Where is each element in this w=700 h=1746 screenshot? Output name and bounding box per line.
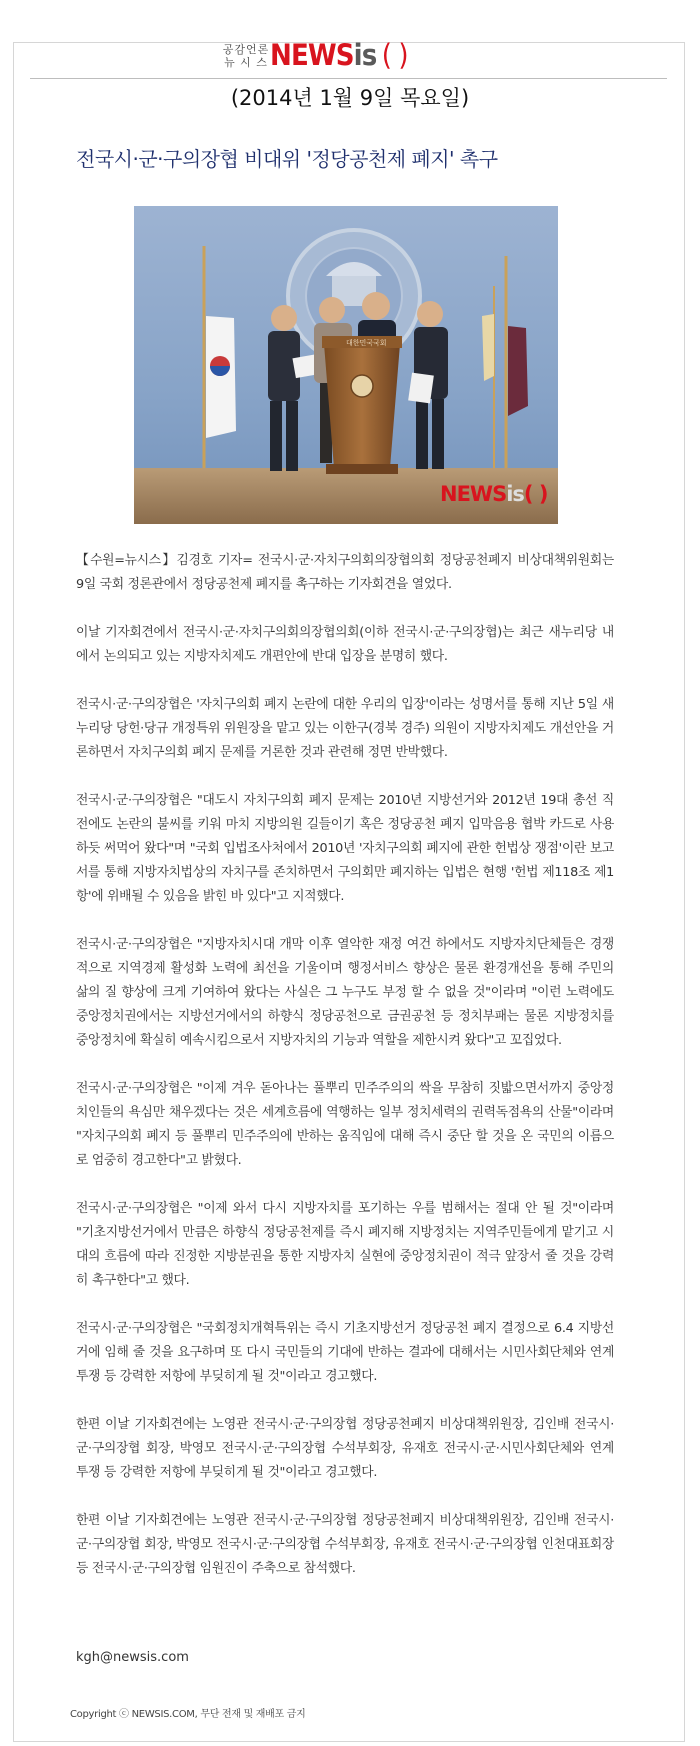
paragraph: 【수원=뉴시스】김경호 기자= 전국시·군·자치구의회의장협의회 정당공천폐지 비상대책위원회는 9일 국회 정론관에서 정당공천제 폐지를 촉구하는 기자회견을 열었다. bbox=[76, 553, 614, 592]
photo-watermark bbox=[440, 482, 547, 506]
paragraph: 전국시·군·구의장협은 "대도시 자치구의회 폐지 문제는 2010년 지방선거와 2012년 19대 총선 직전에도 논란의 불씨를 키워 마치 지방의원 길들이기 혹은 정당공천 폐지 입막음용 협박 카드로 사용하듯 써먹어 왔다"며 "국회 입법조사처에서 2010년 '자치구의회 폐지에 관한 헌법상 쟁점'이란 보고서를 통해 지방자치법상의 자치구를 존치하면서 구의회만 폐지하는 입법은 현행 '헌법 제118조 제1항'에 위배될 수 있음을 밝힌 바 있다"고 지적했다. bbox=[76, 793, 614, 904]
paragraph: 이날 기자회견에서 전국시·군·자치구의회의장협의회(이하 전국시·군·구의장협)는 최근 새누리당 내에서 논의되고 있는 지방자치제도 개편안에 반대 입장을 분명히 했다. bbox=[76, 625, 614, 664]
logo-paren: ( ) bbox=[381, 38, 408, 72]
watermark-news: NEWS bbox=[440, 482, 507, 506]
newsis-logo[interactable] bbox=[220, 40, 450, 76]
paragraph: 전국시·군·구의장협은 "국회정치개혁특위는 즉시 기초지방선거 정당공천 폐지 결정으로 6.4 지방선거에 임해 줄 것을 요구하며 또 다시 국민들의 기대에 반하는 결과에 대해서는 시민사회단체와 연계 투쟁 등 강력한 저항에 부딪히게 될 것"이라고 경고했다. bbox=[76, 1321, 614, 1384]
watermark-paren: ( ) bbox=[523, 482, 548, 506]
paragraph: 전국시·군·구의장협은 "지방자치시대 개막 이후 열악한 재정 여건 하에서도 지방자치단체들은 경쟁적으로 지역경제 활성화 노력에 최선을 기울이며 행정서비스 향상은 물론 환경개선을 통해 주민의 삶의 질 향상에 크게 기여하여 왔다는 사실은 그 누구도 부정 할 수 없을 것"이라며 "이런 노력에도 중앙정치권에서는 지방선거에서의 하향식 정당공천으로 금권공천 등 정치부패는 물론 지방정치를 중앙정치에 확실히 예속시킴으로서 지방자치의 기능과 역할을 제한시켜 왔다"고 꼬집었다. bbox=[76, 937, 614, 1048]
article-body bbox=[76, 549, 614, 1605]
header-divider bbox=[30, 78, 667, 79]
article-photo bbox=[134, 206, 558, 524]
press-conference-illustration bbox=[134, 206, 558, 524]
logo-wordmark bbox=[270, 38, 408, 72]
logo-news: NEWS bbox=[270, 38, 354, 72]
paragraph: 전국시·군·구의장협은 '자치구의회 폐지 논란에 대한 우리의 입장'이라는 성명서를 통해 지난 5일 새누리당 당헌·당규 개정특위 위원장을 맡고 있는 이한구(경북 경주) 의원이 지방자치제도 개선안을 거론하면서 자치구의회 폐지 문제를 거론한 것과 관련해 정면 반박했다. bbox=[76, 697, 614, 760]
watermark-is: is bbox=[506, 482, 524, 506]
copyright-notice: Copyright ⓒ NEWSIS.COM, 무단 전재 및 재배포 금지 bbox=[70, 1709, 306, 1720]
article-date: (2014년 1월 9일 목요일) bbox=[230, 86, 470, 110]
paragraph: 한편 이날 기자회견에는 노영관 전국시·군·구의장협 정당공천폐지 비상대책위원장, 김인배 전국시·군·구의장협 회장, 박영모 전국시·군·구의장협 수석부회장, 유재호 전국시·군·구의장협 인천대표회장 등 전국시·군·구의장협 임원진이 주축으로 참석했다. bbox=[76, 1513, 614, 1576]
article-headline: 전국시·군·구의장협 비대위 '정당공천제 폐지' 촉구 bbox=[76, 147, 498, 171]
logo-is: is bbox=[353, 38, 377, 72]
logo-tagline bbox=[220, 43, 272, 69]
logo-tagline-line1: 공감언론 bbox=[222, 43, 270, 56]
paragraph: 한편 이날 기자회견에는 노영관 전국시·군·구의장협 정당공천폐지 비상대책위원장, 김인배 전국시·군·구의장협 회장, 박영모 전국시·군·구의장협 수석부회장, 유재호 전국시·군·시민사회단체와 연계 투쟁 등 강력한 저항에 부딪히게 될 것"이라고 경고했다. bbox=[76, 1417, 614, 1480]
paragraph: 전국시·군·구의장협은 "이제 와서 다시 지방자치를 포기하는 우를 범해서는 절대 안 될 것"이라며 "기초지방선거에서 만큼은 하향식 정당공천제를 즉시 폐지해 지방정치는 지역주민들에게 맡기고 시대의 흐름에 따라 진정한 지방분권을 통한 지방자치 실현에 중앙정치권이 적극 앞장서 줄 것을 강력히 촉구한다"고 했다. bbox=[76, 1201, 614, 1288]
podium-sign: 대한민국국회 bbox=[346, 339, 387, 347]
reporter-email[interactable]: kgh@newsis.com bbox=[76, 1650, 189, 1665]
paragraph: 전국시·군·구의장협은 "이제 겨우 돋아나는 풀뿌리 민주주의의 싹을 무참히 짓밟으면서까지 중앙정치인들의 욕심만 채우겠다는 것은 세계흐름에 역행하는 일부 정치세력의 권력독점욕의 산물"이라며 "자치구의회 폐지 등 풀뿌리 민주주의에 반하는 움직임에 대해 즉시 중단 할 것을 온 국민의 이름으로 엄중히 경고한다"고 밝혔다. bbox=[76, 1081, 614, 1168]
logo-tagline-line2: 뉴 시 스 bbox=[224, 56, 268, 69]
